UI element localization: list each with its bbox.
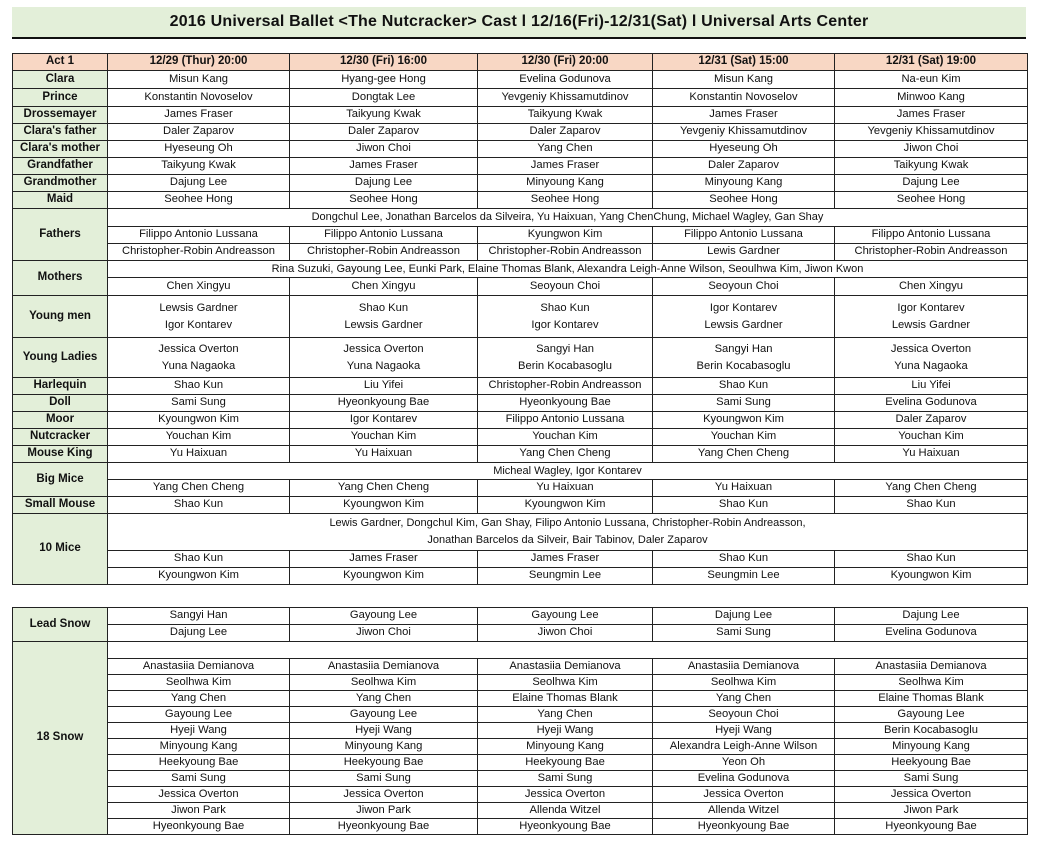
cast-cell bbox=[835, 338, 1028, 378]
role-label: 10 Mice bbox=[13, 514, 108, 585]
cast-cell: Hyeji Wang bbox=[290, 723, 478, 739]
cast-row-prince bbox=[13, 89, 1028, 107]
cast-cell: Dajung Lee bbox=[653, 608, 835, 625]
cast-cell: Seoyoun Choi bbox=[478, 278, 653, 296]
role-label: Clara's mother bbox=[13, 141, 108, 158]
cast-row-big-mice bbox=[13, 480, 1028, 497]
cast-cell: Jessica Overton bbox=[478, 787, 653, 803]
cast-name: Yuna Nagaoka bbox=[161, 359, 236, 372]
cast-cell: James Fraser bbox=[290, 551, 478, 568]
cast-row-18-snow bbox=[13, 691, 1028, 707]
cast-cell: Sami Sung bbox=[108, 395, 290, 412]
cast-name: Sangyi Han bbox=[714, 342, 773, 355]
role-label: Lead Snow bbox=[13, 608, 108, 642]
cast-cell: Sami Sung bbox=[290, 771, 478, 787]
cast-cell: Yevgeniy Khissamutdinov bbox=[653, 124, 835, 141]
cast-cell: Yang Chen bbox=[653, 691, 835, 707]
cast-cell: Sami Sung bbox=[478, 771, 653, 787]
cast-row-18-snow bbox=[13, 723, 1028, 739]
date-column-header: 12/29 (Thur) 20:00 bbox=[108, 54, 290, 71]
cast-cell: Liu Yifei bbox=[835, 378, 1028, 395]
cast-cell: Hyeseung Oh bbox=[108, 141, 290, 158]
cast-name: Yuna Nagaoka bbox=[894, 359, 968, 372]
cast-cell: Minyoung Kang bbox=[478, 739, 653, 755]
cast-row-18-snow bbox=[13, 659, 1028, 675]
cast-row-ten-mice bbox=[13, 568, 1028, 585]
cast-cell: Shao Kun bbox=[108, 497, 290, 514]
date-column-header: 12/31 (Sat) 19:00 bbox=[835, 54, 1028, 71]
cast-row-18-snow bbox=[13, 787, 1028, 803]
role-label: Doll bbox=[13, 395, 108, 412]
cast-cell: Taikyung Kwak bbox=[478, 107, 653, 124]
cast-row-harlequin bbox=[13, 378, 1028, 395]
cast-cell: Seohee Hong bbox=[653, 192, 835, 209]
cast-cell: Seohee Hong bbox=[290, 192, 478, 209]
cast-cell bbox=[653, 338, 835, 378]
cast-cell: Gayoung Lee bbox=[290, 608, 478, 625]
cast-row-mothers bbox=[13, 278, 1028, 296]
cast-cell: Hyeonkyoung Bae bbox=[108, 819, 290, 835]
cast-cell: Hyeji Wang bbox=[108, 723, 290, 739]
cast-cell: Anastasiia Demianova bbox=[290, 659, 478, 675]
role-label: Young men bbox=[13, 296, 108, 338]
cast-cell: Sami Sung bbox=[108, 771, 290, 787]
cast-cell: Kyoungwon Kim bbox=[653, 412, 835, 429]
snow-cast-table bbox=[12, 607, 1028, 835]
cast-cell: Evelina Godunova bbox=[653, 771, 835, 787]
cast-cell: Filippo Antonio Lussana bbox=[108, 227, 290, 244]
cast-name: Lewsis Gardner bbox=[704, 318, 783, 331]
role-label: Clara's father bbox=[13, 124, 108, 141]
ensemble-cell: Micheal Wagley, Igor Kontarev bbox=[108, 463, 1028, 480]
cast-row-drossemayer bbox=[13, 107, 1028, 124]
cast-cell: Yang Chen bbox=[478, 141, 653, 158]
cast-row-doll bbox=[13, 395, 1028, 412]
cast-cell: James Fraser bbox=[835, 107, 1028, 124]
cast-name: Lewsis Gardner bbox=[159, 301, 238, 314]
cast-cell: Youchan Kim bbox=[478, 429, 653, 446]
cast-cell: Shao Kun bbox=[835, 497, 1028, 514]
cast-row-grandfather bbox=[13, 158, 1028, 175]
cast-cell: Sangyi Han bbox=[108, 608, 290, 625]
cast-row-nutcracker bbox=[13, 429, 1028, 446]
cast-cell: Christopher-Robin Andreasson bbox=[478, 378, 653, 395]
cast-cell: Christopher-Robin Andreasson bbox=[290, 244, 478, 261]
cast-cell: Yang Chen Cheng bbox=[108, 480, 290, 497]
cast-cell: Seolhwa Kim bbox=[290, 675, 478, 691]
ensemble-cell-empty bbox=[108, 642, 1028, 659]
cast-row-ten-mice bbox=[13, 551, 1028, 568]
cast-cell: Yevgeniy Khissamutdinov bbox=[478, 89, 653, 107]
cast-cell: Jiwon Park bbox=[835, 803, 1028, 819]
cast-cell: Seungmin Lee bbox=[478, 568, 653, 585]
cast-row-claras-father bbox=[13, 124, 1028, 141]
cast-cell: Hyeonkyoung Bae bbox=[478, 819, 653, 835]
cast-cell: Konstantin Novoselov bbox=[653, 89, 835, 107]
cast-cell: Misun Kang bbox=[653, 71, 835, 89]
cast-cell: Misun Kang bbox=[108, 71, 290, 89]
cast-cell: Lewis Gardner bbox=[653, 244, 835, 261]
cast-cell: Filippo Antonio Lussana bbox=[290, 227, 478, 244]
cast-cell: Na-eun Kim bbox=[835, 71, 1028, 89]
cast-cell: Dajung Lee bbox=[108, 175, 290, 192]
ensemble-line: Jonathan Barcelos da Silveir, Bair Tabinov, Daler Zaparov bbox=[427, 534, 708, 546]
cast-cell: Jessica Overton bbox=[290, 787, 478, 803]
ensemble-cell: Rina Suzuki, Gayoung Lee, Eunki Park, Elaine Thomas Blank, Alexandra Leigh-Anne Wilson, Seoulhwa Kim, Jiwon Kwon bbox=[108, 261, 1028, 278]
cast-cell: Evelina Godunova bbox=[835, 625, 1028, 642]
cast-name: Lewsis Gardner bbox=[891, 318, 971, 331]
cast-row-maid bbox=[13, 192, 1028, 209]
cast-cell: Allenda Witzel bbox=[478, 803, 653, 819]
cast-cell: Sami Sung bbox=[653, 625, 835, 642]
cast-cell: Heekyoung Bae bbox=[835, 755, 1028, 771]
cast-cell: Kyungwon Kim bbox=[478, 227, 653, 244]
cast-row-big-mice bbox=[13, 463, 1028, 480]
cast-cell bbox=[108, 338, 290, 378]
cast-cell bbox=[478, 338, 653, 378]
cast-cell: Hyeonkyoung Bae bbox=[290, 395, 478, 412]
cast-cell: Chen Xingyu bbox=[108, 278, 290, 296]
cast-cell: Jiwon Choi bbox=[478, 625, 653, 642]
cast-row-mothers bbox=[13, 261, 1028, 278]
cast-name: Sangyi Han bbox=[536, 342, 594, 355]
cast-cell: Anastasiia Demianova bbox=[653, 659, 835, 675]
cast-cell: Heekyoung Bae bbox=[290, 755, 478, 771]
cast-cell: Anastasiia Demianova bbox=[835, 659, 1028, 675]
cast-cell: Chen Xingyu bbox=[290, 278, 478, 296]
cast-cell: Kyoungwon Kim bbox=[835, 568, 1028, 585]
cast-cell: Dajung Lee bbox=[290, 175, 478, 192]
cast-cell: Yang Chen bbox=[108, 691, 290, 707]
cast-row-moor bbox=[13, 412, 1028, 429]
page-title: 2016 Universal Ballet <The Nutcracker> Cast l 12/16(Fri)-12/31(Sat) l Universal Arts Center bbox=[12, 7, 1026, 39]
cast-cell: Yu Haixuan bbox=[653, 480, 835, 497]
cast-cell: Dajung Lee bbox=[835, 175, 1028, 192]
cast-cell bbox=[835, 296, 1028, 338]
cast-cell: Seolhwa Kim bbox=[108, 675, 290, 691]
cast-row-18-snow bbox=[13, 771, 1028, 787]
cast-row-18-snow bbox=[13, 803, 1028, 819]
cast-row-grandmother bbox=[13, 175, 1028, 192]
cast-cell: Gayoung Lee bbox=[478, 608, 653, 625]
cast-cell bbox=[478, 296, 653, 338]
cast-name: Berin Kocabasoglu bbox=[696, 359, 791, 372]
cast-cell: Kyoungwon Kim bbox=[108, 412, 290, 429]
cast-cell: Dajung Lee bbox=[835, 608, 1028, 625]
cast-cell: Jiwon Park bbox=[108, 803, 290, 819]
cast-cell: Yu Haixuan bbox=[478, 480, 653, 497]
cast-cell: Konstantin Novoselov bbox=[108, 89, 290, 107]
cast-name: Jessica Overton bbox=[343, 342, 424, 355]
cast-cell: Hyang-gee Hong bbox=[290, 71, 478, 89]
cast-cell: Alexandra Leigh-Anne Wilson bbox=[653, 739, 835, 755]
cast-row-mouse-king bbox=[13, 446, 1028, 463]
cast-cell: Jiwon Park bbox=[290, 803, 478, 819]
cast-cell: Filippo Antonio Lussana bbox=[478, 412, 653, 429]
cast-cell: Shao Kun bbox=[108, 378, 290, 395]
cast-cell: Kyoungwon Kim bbox=[478, 497, 653, 514]
cast-cell: Filippo Antonio Lussana bbox=[835, 227, 1028, 244]
cast-cell: Kyoungwon Kim bbox=[290, 497, 478, 514]
cast-cell: Shao Kun bbox=[108, 551, 290, 568]
cast-cell: Christopher-Robin Andreasson bbox=[108, 244, 290, 261]
cast-name: Shao Kun bbox=[358, 301, 409, 314]
cast-cell: Anastasiia Demianova bbox=[108, 659, 290, 675]
cast-cell: James Fraser bbox=[108, 107, 290, 124]
cast-row-lead-snow bbox=[13, 625, 1028, 642]
cast-cell: Yang Chen Cheng bbox=[653, 446, 835, 463]
act1-cast-table bbox=[12, 53, 1028, 585]
cast-name: Berin Kocabasoglu bbox=[518, 359, 612, 372]
cast-cell bbox=[653, 296, 835, 338]
cast-cell: Chen Xingyu bbox=[835, 278, 1028, 296]
date-column-header: 12/30 (Fri) 20:00 bbox=[478, 54, 653, 71]
cast-row-18-snow bbox=[13, 707, 1028, 723]
cast-cell: Yang Chen bbox=[290, 691, 478, 707]
cast-cell: Shao Kun bbox=[653, 378, 835, 395]
cast-cell bbox=[290, 296, 478, 338]
cast-cell: Yu Haixuan bbox=[290, 446, 478, 463]
cast-cell: Yang Chen Cheng bbox=[290, 480, 478, 497]
ensemble-cell: Dongchul Lee, Jonathan Barcelos da Silveira, Yu Haixuan, Yang ChenChung, Michael Wagley, Gan Shay bbox=[108, 209, 1028, 227]
cast-cell: James Fraser bbox=[478, 551, 653, 568]
role-label: Young Ladies bbox=[13, 338, 108, 378]
cast-name: Igor Kontarev bbox=[897, 301, 965, 314]
role-label: Big Mice bbox=[13, 463, 108, 497]
cast-cell: Jiwon Choi bbox=[835, 141, 1028, 158]
cast-cell: Seohee Hong bbox=[108, 192, 290, 209]
cast-cell: Seoyoun Choi bbox=[653, 278, 835, 296]
cast-cell: Dajung Lee bbox=[108, 625, 290, 642]
cast-cell: Yang Chen bbox=[478, 707, 653, 723]
cast-cell: Liu Yifei bbox=[290, 378, 478, 395]
cast-row-young-men bbox=[13, 296, 1028, 338]
cast-row-18-snow bbox=[13, 675, 1028, 691]
role-label: Grandfather bbox=[13, 158, 108, 175]
cast-row-lead-snow bbox=[13, 608, 1028, 625]
cast-cell: Seolhwa Kim bbox=[653, 675, 835, 691]
cast-cell: Heekyoung Bae bbox=[108, 755, 290, 771]
cast-cell: James Fraser bbox=[653, 107, 835, 124]
cast-cell: Youchan Kim bbox=[290, 429, 478, 446]
cast-cell: Minyoung Kang bbox=[478, 175, 653, 192]
cast-cell: Taikyung Kwak bbox=[835, 158, 1028, 175]
cast-name: Igor Kontarev bbox=[709, 301, 778, 314]
cast-row-claras-mother bbox=[13, 141, 1028, 158]
cast-cell: Hyeonkyoung Bae bbox=[478, 395, 653, 412]
cast-cell: Daler Zaparov bbox=[108, 124, 290, 141]
role-label: Nutcracker bbox=[13, 429, 108, 446]
cast-cell: Taikyung Kwak bbox=[108, 158, 290, 175]
cast-row-young-ladies bbox=[13, 338, 1028, 378]
cast-cell: Shao Kun bbox=[653, 551, 835, 568]
cast-cell: Hyeji Wang bbox=[653, 723, 835, 739]
cast-cell: Seolhwa Kim bbox=[478, 675, 653, 691]
cast-row-fathers bbox=[13, 244, 1028, 261]
cast-cell bbox=[108, 296, 290, 338]
cast-name: Yuna Nagaoka bbox=[346, 359, 421, 372]
cast-cell: Jessica Overton bbox=[108, 787, 290, 803]
cast-cell: Jessica Overton bbox=[653, 787, 835, 803]
cast-row-clara bbox=[13, 71, 1028, 89]
role-label: Small Mouse bbox=[13, 497, 108, 514]
cast-cell: Anastasiia Demianova bbox=[478, 659, 653, 675]
cast-cell: Evelina Godunova bbox=[835, 395, 1028, 412]
cast-cell: Igor Kontarev bbox=[290, 412, 478, 429]
cast-cell: Shao Kun bbox=[835, 551, 1028, 568]
cast-cell: Christopher-Robin Andreasson bbox=[835, 244, 1028, 261]
role-label: Grandmother bbox=[13, 175, 108, 192]
role-label: Harlequin bbox=[13, 378, 108, 395]
role-label: Mothers bbox=[13, 261, 108, 296]
cast-cell: Jessica Overton bbox=[835, 787, 1028, 803]
date-column-header: 12/31 (Sat) 15:00 bbox=[653, 54, 835, 71]
cast-cell: Daler Zaparov bbox=[290, 124, 478, 141]
ensemble-cell bbox=[108, 514, 1028, 551]
role-label: 18 Snow bbox=[13, 642, 108, 835]
cast-cell: Allenda Witzel bbox=[653, 803, 835, 819]
cast-cell: Shao Kun bbox=[653, 497, 835, 514]
role-label: Drossemayer bbox=[13, 107, 108, 124]
cast-cell: Seungmin Lee bbox=[653, 568, 835, 585]
cast-cell: Hyeonkyoung Bae bbox=[835, 819, 1028, 835]
cast-cell: Minwoo Kang bbox=[835, 89, 1028, 107]
cast-cell: Yeon Oh bbox=[653, 755, 835, 771]
cast-name: Igor Kontarev bbox=[531, 318, 599, 331]
cast-name: Igor Kontarev bbox=[164, 318, 233, 331]
cast-cell: Sami Sung bbox=[653, 395, 835, 412]
cast-cell: Minyoung Kang bbox=[653, 175, 835, 192]
cast-cell: Hyeji Wang bbox=[478, 723, 653, 739]
cast-cell: Heekyoung Bae bbox=[478, 755, 653, 771]
cast-row-18-snow bbox=[13, 755, 1028, 771]
cast-cell: Yu Haixuan bbox=[108, 446, 290, 463]
role-label: Maid bbox=[13, 192, 108, 209]
cast-cell: Filippo Antonio Lussana bbox=[653, 227, 835, 244]
cast-cell: Seoyoun Choi bbox=[653, 707, 835, 723]
cast-cell: Yang Chen Cheng bbox=[835, 480, 1028, 497]
cast-cell: Jiwon Choi bbox=[290, 625, 478, 642]
cast-cell: Gayoung Lee bbox=[290, 707, 478, 723]
ensemble-line: Lewis Gardner, Dongchul Kim, Gan Shay, Filipo Antonio Lussana, Christopher-Robin Andreasson, bbox=[329, 517, 806, 529]
cast-cell: Seohee Hong bbox=[478, 192, 653, 209]
cast-cell bbox=[290, 338, 478, 378]
cast-cell: Hyeonkyoung Bae bbox=[653, 819, 835, 835]
cast-cell: Youchan Kim bbox=[653, 429, 835, 446]
cast-cell: Daler Zaparov bbox=[653, 158, 835, 175]
cast-cell: Kyoungwon Kim bbox=[290, 568, 478, 585]
cast-cell: Yevgeniy Khissamutdinov bbox=[835, 124, 1028, 141]
cast-cell: Seohee Hong bbox=[835, 192, 1028, 209]
role-label: Prince bbox=[13, 89, 108, 107]
role-label: Mouse King bbox=[13, 446, 108, 463]
cast-cell: Daler Zaparov bbox=[478, 124, 653, 141]
cast-row-18-snow bbox=[13, 819, 1028, 835]
cast-cell: Youchan Kim bbox=[108, 429, 290, 446]
cast-cell: Youchan Kim bbox=[835, 429, 1028, 446]
cast-cell: Daler Zaparov bbox=[835, 412, 1028, 429]
header-row bbox=[13, 54, 1028, 71]
cast-cell: James Fraser bbox=[290, 158, 478, 175]
cast-name: Jessica Overton bbox=[158, 342, 239, 355]
cast-name: Lewsis Gardner bbox=[344, 318, 423, 331]
cast-cell: Dongtak Lee bbox=[290, 89, 478, 107]
role-label: Moor bbox=[13, 412, 108, 429]
date-column-header: 12/30 (Fri) 16:00 bbox=[290, 54, 478, 71]
cast-cell: Hyeonkyoung Bae bbox=[290, 819, 478, 835]
cast-cell: Minyoung Kang bbox=[290, 739, 478, 755]
cast-cell: Jiwon Choi bbox=[290, 141, 478, 158]
act-label: Act 1 bbox=[13, 54, 108, 71]
cast-name: Shao Kun bbox=[540, 301, 590, 314]
cast-cell: Seolhwa Kim bbox=[835, 675, 1028, 691]
cast-cell: Berin Kocabasoglu bbox=[835, 723, 1028, 739]
cast-cell: Kyoungwon Kim bbox=[108, 568, 290, 585]
cast-cell: Taikyung Kwak bbox=[290, 107, 478, 124]
cast-cell: Christopher-Robin Andreasson bbox=[478, 244, 653, 261]
cast-name: Jessica Overton bbox=[890, 342, 972, 355]
cast-row-18-snow bbox=[13, 642, 1028, 659]
cast-cell: Elaine Thomas Blank bbox=[835, 691, 1028, 707]
cast-cell: Sami Sung bbox=[835, 771, 1028, 787]
cast-cell: Gayoung Lee bbox=[108, 707, 290, 723]
cast-cell: Minyoung Kang bbox=[835, 739, 1028, 755]
role-label: Clara bbox=[13, 71, 108, 89]
cast-cell: Hyeseung Oh bbox=[653, 141, 835, 158]
cast-cell: Minyoung Kang bbox=[108, 739, 290, 755]
cast-row-small-mouse bbox=[13, 497, 1028, 514]
cast-row-fathers bbox=[13, 227, 1028, 244]
cast-row-fathers bbox=[13, 209, 1028, 227]
cast-cell: Gayoung Lee bbox=[835, 707, 1028, 723]
cast-cell: Yu Haixuan bbox=[835, 446, 1028, 463]
cast-cell: Elaine Thomas Blank bbox=[478, 691, 653, 707]
cast-cell: Yang Chen Cheng bbox=[478, 446, 653, 463]
role-label: Fathers bbox=[13, 209, 108, 261]
cast-cell: Evelina Godunova bbox=[478, 71, 653, 89]
cast-cell: James Fraser bbox=[478, 158, 653, 175]
cast-row-ten-mice bbox=[13, 514, 1028, 551]
cast-row-18-snow bbox=[13, 739, 1028, 755]
